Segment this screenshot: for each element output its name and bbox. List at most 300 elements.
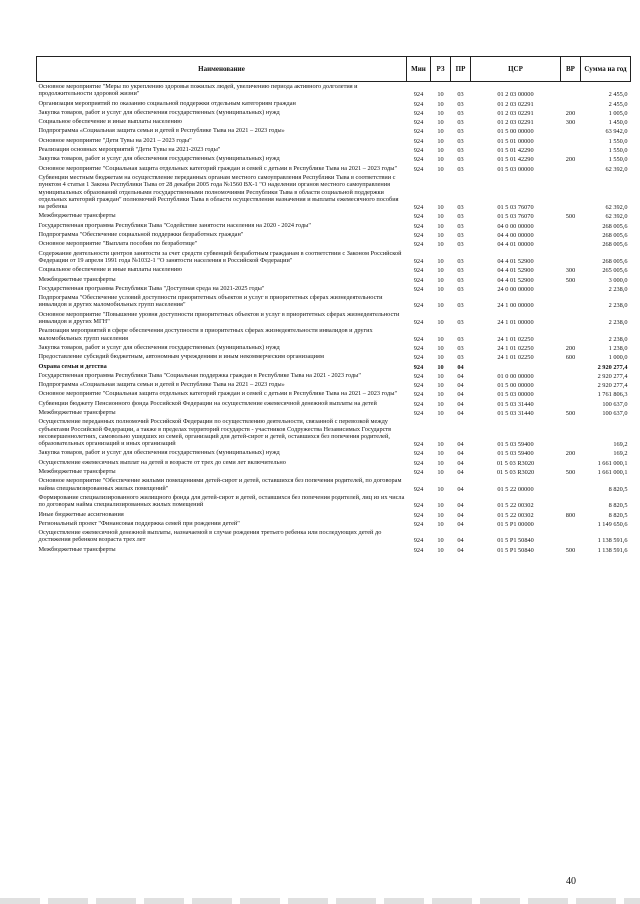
cell-vr [561, 476, 581, 493]
cell-min: 924 [413, 257, 424, 265]
cell-name: Закупка товаров, работ и услуг для обеспечения государственных (муниципальных) нужд [38, 155, 280, 163]
cell-vr [561, 293, 581, 310]
cell-min: 924 [413, 137, 424, 145]
cell-sum: 100 637,0 [602, 409, 628, 417]
cell-min: 924 [413, 232, 424, 240]
cell-name: Осуществление ежемесячных выплат на детей в возрасте от трех до семи лет включительно [38, 458, 286, 466]
cell-pr: 04 [457, 520, 464, 528]
table-row [37, 519, 631, 528]
cell-rz: 10 [437, 459, 444, 467]
cell-pr: 03 [457, 335, 464, 343]
cell-sum: 2 455,0 [608, 100, 628, 108]
cell-min: 924 [413, 156, 424, 164]
cell-rz: 10 [437, 469, 444, 477]
cell-vr: 500 [565, 276, 576, 284]
cell-pr: 04 [457, 511, 464, 519]
cell-min: 924 [413, 502, 424, 510]
cell-name: Региональный проект "Финансовая поддержка семей при рождении детей" [38, 519, 240, 527]
cell-name: Организация мероприятий по оказанию социальной поддержки отдельным категориям граждан [38, 99, 296, 107]
cell-min: 924 [413, 409, 424, 417]
cell-pr: 04 [457, 441, 464, 449]
cell-min: 924 [413, 100, 424, 108]
cell-csr: 01 5 00 00000 [497, 128, 534, 136]
cell-name: Формирование специализированного жилищного фонда для детей-сирот и детей, оставшихся без попечения родителей, лиц из их числа по договорам найма специализированных жилых помещений [38, 493, 405, 509]
cell-csr [471, 362, 561, 371]
table-row [37, 117, 631, 126]
cell-vr: 500 [565, 546, 576, 554]
cell-sum: 268 005,6 [602, 241, 628, 249]
cell-rz: 10 [437, 128, 444, 136]
cell-name: Основное мероприятие "Меры по укреплению здоровья пожилых людей, увеличению периода активного долголетия и продолжительности здоровой жизни" [38, 83, 358, 98]
table-row [37, 275, 631, 284]
cell-pr: 03 [457, 137, 464, 145]
cell-csr: 01 5 03 76070 [497, 213, 534, 221]
cell-pr: 04 [457, 409, 464, 417]
cell-pr: 04 [457, 546, 464, 554]
table-body [37, 82, 631, 555]
cell-pr: 03 [457, 222, 464, 230]
table-row [37, 343, 631, 352]
cell-pr: 04 [457, 469, 464, 477]
cell-name: Закупка товаров, работ и услуг для обеспечения государственных (муниципальных) нужд [38, 108, 280, 116]
cell-min: 924 [413, 441, 424, 449]
cell-vr [561, 371, 581, 380]
cell-name: Реализация основных мероприятий "Дети Тувы на 2021-2023 годы" [38, 146, 221, 154]
cell-name: Государственная программа Республики Тыва "Доступная среда на 2021-2025 годы" [38, 284, 265, 292]
cell-vr: 300 [565, 119, 576, 127]
cell-min: 924 [413, 222, 424, 230]
cell-name: Основное мероприятие "Выплата пособия по безработице" [38, 240, 198, 248]
cell-pr: 03 [457, 165, 464, 173]
cell-vr: 200 [565, 156, 576, 164]
cell-name: Межбюджетные трансферты [38, 408, 116, 416]
cell-pr: 03 [457, 354, 464, 362]
cell-pr: 03 [457, 241, 464, 249]
cell-name: Подпрограмма "Обеспечение социальной поддержки безработных граждан" [38, 231, 244, 239]
cell-csr: 24 1 01 02250 [497, 335, 534, 343]
table-row [37, 211, 631, 220]
cell-sum: 1 550,0 [608, 156, 628, 164]
cell-csr: 04 4 00 00000 [497, 232, 534, 240]
cell-csr: 04 4 01 00000 [497, 241, 534, 249]
cell-sum: 3 000,0 [608, 276, 628, 284]
cell-sum: 1 761 806,3 [597, 391, 628, 399]
cell-rz: 10 [437, 537, 444, 545]
cell-sum: 62 392,0 [605, 204, 628, 212]
cell-min: 924 [413, 213, 424, 221]
cell-min: 924 [413, 267, 424, 275]
table-row [37, 108, 631, 117]
cell-name: Социальное обеспечение и иные выплаты населению [38, 266, 182, 274]
cell-pr: 04 [457, 502, 464, 510]
cell-pr: 04 [457, 400, 464, 408]
cell-vr: 200 [565, 344, 576, 352]
cell-csr: 01 5 01 42290 [497, 156, 534, 164]
cell-sum: 100 637,0 [602, 400, 628, 408]
cell-sum: 1 138 591,6 [597, 546, 628, 554]
table-row [37, 417, 631, 448]
cell-name: Основное мероприятие "Дети Тувы на 2021 – 2023 годы" [38, 136, 192, 144]
header-rz: РЗ [431, 57, 451, 82]
table-row [37, 99, 631, 108]
cell-name: Иные бюджетные ассигнования [38, 510, 124, 518]
header-vr: ВР [561, 57, 581, 82]
cell-min: 924 [413, 372, 424, 380]
cell-rz: 10 [437, 391, 444, 399]
cell-name: Межбюджетные трансферты [38, 468, 116, 476]
cell-csr: 01 5 22 00000 [497, 485, 534, 493]
cell-sum: 1 238,0 [608, 344, 628, 352]
cell-pr: 03 [457, 276, 464, 284]
cell-name: Предоставление субсидий бюджетным, автономным учреждениям и иным некоммерческим организациям [38, 353, 324, 361]
cell-name: Государственная программа Республики Тыва "Содействие занятости населения на 2020 - 2024 годы" [38, 221, 311, 229]
cell-sum: 1 450,0 [608, 119, 628, 127]
cell-rz: 10 [437, 119, 444, 127]
cell-sum: 1 550,0 [608, 147, 628, 155]
cell-rz: 10 [437, 232, 444, 240]
header-sum: Сумма на год [581, 57, 631, 82]
header-pr: ПР [451, 57, 471, 82]
cell-min: 924 [413, 302, 424, 310]
cell-rz: 10 [437, 450, 444, 458]
cell-sum: 2 238,0 [608, 302, 628, 310]
table-row [37, 136, 631, 145]
cell-min: 924 [413, 450, 424, 458]
cell-sum: 2 238,0 [608, 335, 628, 343]
cell-rz: 10 [437, 204, 444, 212]
cell-pr: 04 [457, 382, 464, 390]
cell-min: 924 [413, 276, 424, 284]
cell-name: Межбюджетные трансферты [38, 275, 116, 283]
cell-min: 924 [413, 91, 424, 99]
cell-sum: 2 238,0 [608, 319, 628, 327]
cell-vr: 600 [565, 354, 576, 362]
cell-vr [561, 284, 581, 293]
cell-csr: 01 5 03 R3020 [496, 469, 535, 477]
cell-vr [561, 126, 581, 135]
cell-vr [561, 145, 581, 154]
cell-pr: 03 [457, 232, 464, 240]
cell-csr: 01 5 P1 50840 [497, 537, 534, 545]
budget-table-sheet [36, 56, 630, 554]
cell-csr: 01 5 03 00000 [497, 391, 534, 399]
cell-vr [561, 239, 581, 248]
cell-rz: 10 [437, 409, 444, 417]
cell-min: 924 [413, 400, 424, 408]
cell-rz: 10 [437, 165, 444, 173]
cell-csr: 24 1 00 00000 [497, 302, 534, 310]
cell-vr [561, 82, 581, 99]
cell-sum: 2 920 277,4 [597, 363, 628, 371]
cell-csr: 01 5 P1 50840 [497, 546, 534, 554]
table-row [37, 448, 631, 457]
cell-rz: 10 [437, 382, 444, 390]
cell-csr: 04 4 01 52900 [497, 267, 534, 275]
cell-min: 924 [413, 128, 424, 136]
cell-name: Осуществление ежемесячной денежной выплаты, назначаемой в случае рождения третьего ребенка или последующих детей до достижения ребенком возраста трех лет [38, 529, 382, 544]
cell-csr: 24 1 01 00000 [497, 319, 534, 327]
cell-name: Субвенции бюджету Пенсионного фонда Российской Федерации на осуществление ежемесячной денежной выплаты на детей [38, 399, 377, 407]
cell-rz: 10 [437, 302, 444, 310]
cell-pr: 03 [457, 267, 464, 275]
header-csr: ЦСР [471, 57, 561, 82]
table-header-row [37, 57, 631, 82]
cell-sum: 2 238,0 [608, 285, 628, 293]
cell-rz: 10 [437, 520, 444, 528]
cell-vr: 500 [565, 213, 576, 221]
cell-pr: 04 [457, 450, 464, 458]
cell-min: 924 [413, 335, 424, 343]
cell-pr: 03 [457, 344, 464, 352]
cell-vr [561, 389, 581, 398]
cell-csr: 01 5 P1 00000 [497, 520, 534, 528]
cell-name: Основное мероприятие "Социальная защита отдельных категорий граждан и семей с детьми в Республике Тыва на 2021 – 2023 годы" [38, 390, 398, 398]
table-row [37, 126, 631, 135]
cell-vr [561, 362, 581, 371]
cell-rz: 10 [437, 156, 444, 164]
cell-sum: 1 550,0 [608, 137, 628, 145]
cell-vr: 800 [565, 511, 576, 519]
cell-sum: 8 820,5 [608, 511, 628, 519]
cell-min: 924 [413, 391, 424, 399]
cell-name: Государственная программа Республики Тыва "Социальная поддержка граждан в Республике Тыва на 2021 - 2023 годы" [38, 371, 361, 379]
table-row [37, 265, 631, 274]
cell-min: 924 [413, 485, 424, 493]
cell-csr: 01 5 03 00000 [497, 165, 534, 173]
cell-vr [561, 399, 581, 408]
cell-min: 924 [413, 459, 424, 467]
table-row [37, 239, 631, 248]
cell-vr: 200 [565, 109, 576, 117]
cell-rz: 10 [437, 400, 444, 408]
cell-csr: 01 5 03 31440 [497, 400, 534, 408]
table-row [37, 380, 631, 389]
page-number: 40 [566, 876, 576, 887]
table-row [37, 408, 631, 417]
cell-csr: 01 5 03 59400 [497, 441, 534, 449]
table-row [37, 249, 631, 266]
cell-min: 924 [413, 520, 424, 528]
cell-name: Закупка товаров, работ и услуг для обеспечения государственных (муниципальных) нужд [38, 343, 280, 351]
cell-name: Подпрограмма "Обеспечение условий доступности приоритетных объектов и услуг в приоритетных сферах жизнедеятельности инвалидов и других маломобильных групп населения" [38, 294, 383, 309]
cell-rz: 10 [437, 213, 444, 221]
header-min: Мин [407, 57, 431, 82]
cell-vr: 500 [565, 409, 576, 417]
cell-name: Закупка товаров, работ и услуг для обеспечения государственных (муниципальных) нужд [38, 449, 280, 457]
cell-name: Субвенции местным бюджетам на осуществление переданных органам местного самоуправления Республики Тыва в соответствии с пунктом 4 статьи 1 Закона Республики Тыва от 28 декабря 2005 года №1560 ВХ-1 "О наделении органов местного самоуправления муниципальных образований отдельными государственными полномочиями Республики Тыва в области социальной поддержки отдельных категорий граждан" полномочий Республики Тыва в области осуществления назначения и выплаты ежемесячного пособия на ребенка [38, 173, 399, 211]
cell-pr: 04 [457, 372, 464, 380]
cell-vr [561, 230, 581, 239]
cell-csr: 01 5 01 42290 [497, 147, 534, 155]
table-row [37, 545, 631, 554]
cell-csr: 24 0 00 00000 [497, 285, 534, 293]
cell-vr [561, 221, 581, 230]
cell-name: Основное мероприятие "Обеспечение жилыми помещениями детей-сирот и детей, оставшихся без попечения родителей, по договорам найма специализированных жилых помещений" [38, 477, 402, 492]
cell-min: 924 [413, 241, 424, 249]
cell-min: 924 [413, 165, 424, 173]
cell-vr [561, 249, 581, 266]
cell-min: 924 [413, 109, 424, 117]
cell-sum: 1 138 591,6 [597, 537, 628, 545]
table-row [37, 154, 631, 163]
cell-csr: 01 5 22 00302 [497, 511, 534, 519]
cell-rz: 10 [437, 441, 444, 449]
cell-sum: 63 942,0 [605, 128, 628, 136]
cell-sum: 1 149 650,6 [597, 520, 628, 528]
cell-sum: 2 455,0 [608, 91, 628, 99]
cell-rz: 10 [437, 147, 444, 155]
cell-rz: 10 [437, 546, 444, 554]
cell-csr: 01 5 03 R3020 [496, 459, 535, 467]
cell-pr: 04 [457, 485, 464, 493]
cell-name: Содержание деятельности центров занятости за счет средств субвенций безработным гражданам в соответствии с Законом Российской Федерации от 19 апреля 1991 года №1032-1 "О занятости населения в Российской Федерации" [38, 249, 402, 264]
table-row [37, 293, 631, 310]
cell-rz: 10 [437, 511, 444, 519]
cell-rz: 10 [437, 109, 444, 117]
cell-vr [561, 417, 581, 448]
table-row [37, 145, 631, 154]
cell-pr: 03 [457, 109, 464, 117]
cell-name: Межбюджетные трансферты [38, 212, 116, 220]
cell-sum: 1 000,0 [608, 354, 628, 362]
cell-pr: 03 [457, 302, 464, 310]
cell-rz: 10 [437, 344, 444, 352]
cell-sum: 268 005,6 [602, 232, 628, 240]
cell-csr: 01 2 03 02291 [497, 109, 534, 117]
budget-table [36, 56, 631, 554]
cell-rz: 10 [437, 100, 444, 108]
cell-sum: 1 661 000,1 [597, 469, 628, 477]
cell-sum: 62 392,0 [605, 213, 628, 221]
cell-csr: 04 4 01 52900 [497, 276, 534, 284]
cell-vr [561, 528, 581, 545]
cell-min: 924 [413, 119, 424, 127]
cell-csr: 01 5 03 31440 [497, 409, 534, 417]
cell-csr: 01 2 03 02291 [497, 100, 534, 108]
cell-vr [561, 380, 581, 389]
table-row [37, 493, 631, 510]
cell-pr: 04 [457, 537, 464, 545]
cell-csr: 01 5 03 76070 [497, 204, 534, 212]
cell-csr: 01 5 00 00000 [497, 382, 534, 390]
cell-pr: 03 [457, 128, 464, 136]
table-row [37, 476, 631, 493]
cell-sum: 268 005,6 [602, 222, 628, 230]
cell-csr: 04 4 01 52900 [497, 257, 534, 265]
cell-rz: 10 [437, 257, 444, 265]
cell-rz: 10 [437, 222, 444, 230]
cell-rz: 10 [437, 372, 444, 380]
cell-sum: 169,2 [613, 450, 628, 458]
cell-vr [561, 310, 581, 327]
cell-name: Социальное обеспечение и иные выплаты населению [38, 118, 182, 126]
cell-pr: 03 [457, 285, 464, 293]
cell-pr: 03 [457, 257, 464, 265]
cell-sum: 8 820,5 [608, 502, 628, 510]
cell-rz: 10 [437, 319, 444, 327]
table-row [37, 310, 631, 327]
cell-name: Осуществление переданных полномочий Российской Федерации по осуществлению деятельности, связанной с перевозкой между субъектами Российской Федерации, а также в пределах территорий государств - участников Содружества Независимых Государств несовершеннолетних, самовольно ушедших из семей, организаций для детей-сирот и детей, оставшихся без попечения родителей, образовательных организаций и иных организаций [38, 418, 392, 448]
cell-min: 924 [413, 546, 424, 554]
cell-csr: 01 5 22 00302 [497, 502, 534, 510]
cell-csr: 01 2 03 00000 [497, 91, 534, 99]
cell-name: Подпрограмма «Социальная защита семьи и детей в Республике Тыва на 2021 – 2023 годы» [38, 127, 285, 135]
table-row [37, 371, 631, 380]
cell-rz: 10 [437, 354, 444, 362]
cell-csr: 24 1 01 02250 [497, 354, 534, 362]
cell-rz: 10 [437, 91, 444, 99]
cell-vr: 200 [565, 450, 576, 458]
cell-sum: 62 392,0 [605, 165, 628, 173]
cell-rz: 10 [437, 137, 444, 145]
table-row [37, 458, 631, 467]
cell-min: 924 [413, 537, 424, 545]
cell-pr: 03 [457, 100, 464, 108]
cell-min: 924 [413, 147, 424, 155]
table-row [37, 399, 631, 408]
cell-sum: 268 005,6 [602, 257, 628, 265]
cell-rz: 10 [437, 502, 444, 510]
table-row [37, 528, 631, 545]
cell-vr [561, 99, 581, 108]
cell-sum: 2 920 277,4 [597, 382, 628, 390]
table-row [37, 221, 631, 230]
table-row [37, 362, 631, 371]
cell-vr [561, 519, 581, 528]
cell-sum: 1 661 000,1 [597, 459, 628, 467]
cell-pr: 03 [457, 91, 464, 99]
cell-name: Основное мероприятие "Повышение уровня доступности приоритетных объектов и услуг в приоритетных сферах жизнедеятельности инвалидов и других МГН" [38, 310, 400, 326]
cell-sum: 265 005,6 [602, 267, 628, 275]
cell-vr: 300 [565, 267, 576, 275]
cell-min: 924 [413, 344, 424, 352]
cell-name: Межбюджетные трансферты [38, 545, 116, 553]
cell-vr: 500 [565, 469, 576, 477]
cell-min: 924 [413, 363, 424, 371]
cell-rz: 10 [437, 276, 444, 284]
cell-name: Охрана семьи и детства [38, 362, 107, 370]
table-row [37, 230, 631, 239]
cell-csr: 01 0 00 00000 [497, 372, 534, 380]
cell-pr: 03 [457, 119, 464, 127]
cell-min: 924 [413, 382, 424, 390]
table-row [37, 510, 631, 519]
cell-sum: 2 920 277,4 [597, 372, 628, 380]
cell-rz: 10 [437, 485, 444, 493]
table-row [37, 164, 631, 173]
cell-min: 924 [413, 319, 424, 327]
cell-csr: 01 5 03 59400 [497, 450, 534, 458]
cell-rz: 10 [437, 241, 444, 249]
cell-pr: 03 [457, 156, 464, 164]
table-row [37, 173, 631, 211]
cell-name: Основное мероприятие "Социальная защита отдельных категорий граждан и семей с детьми в Республике Тыва на 2021 – 2023 годы" [38, 164, 398, 172]
cell-rz: 10 [437, 363, 444, 371]
cell-csr: 24 1 01 02250 [497, 344, 534, 352]
cell-name: Подпрограмма «Социальная защита семьи и детей в Республике Тыва на 2021 – 2023 годы» [38, 381, 285, 389]
table-row [37, 467, 631, 476]
table-row [37, 352, 631, 361]
cell-vr [561, 173, 581, 211]
cell-rz: 10 [437, 335, 444, 343]
cell-rz: 10 [437, 267, 444, 275]
cell-sum: 1 005,0 [608, 109, 628, 117]
cell-rz: 10 [437, 285, 444, 293]
cell-vr [561, 458, 581, 467]
cell-pr: 04 [457, 459, 464, 467]
table-row [37, 82, 631, 99]
header-name: Наименование [37, 57, 407, 82]
